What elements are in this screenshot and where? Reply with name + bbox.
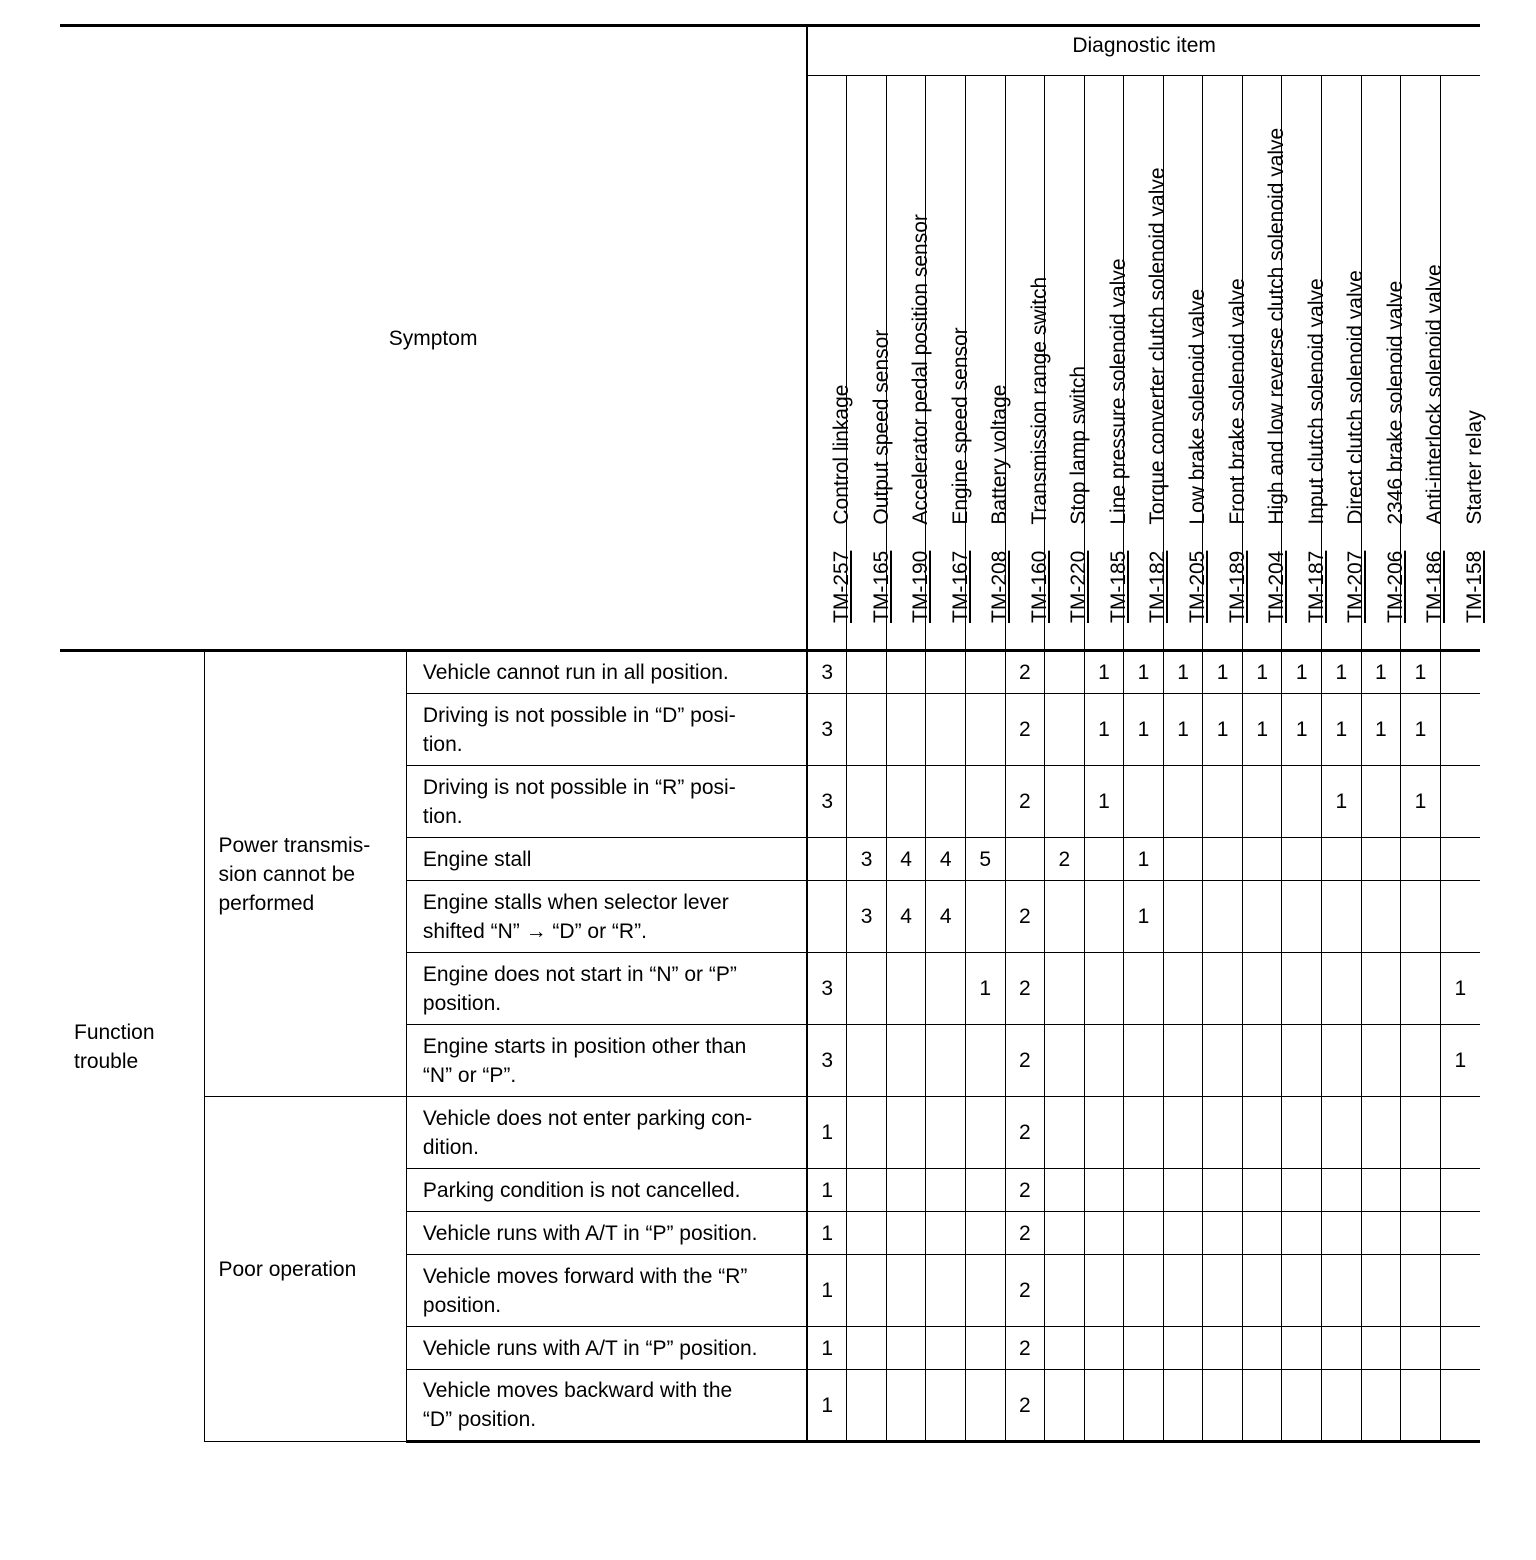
priority-cell [1163,766,1203,838]
symptom-header: Symptom [60,26,807,651]
reference-link[interactable]: TM-207 [1344,550,1368,623]
priority-cell: 1 [965,953,1005,1025]
priority-cell [1124,1370,1164,1442]
priority-cell [1163,1097,1203,1169]
diagnostic-table [60,24,1487,1443]
priority-cell: 3 [807,953,847,1025]
priority-cell [1163,953,1203,1025]
priority-cell [1084,1169,1124,1212]
priority-cell [847,1370,887,1442]
priority-cell [1203,953,1243,1025]
reference-link[interactable]: TM-186 [1423,550,1447,623]
priority-cell [1361,838,1401,881]
diagnostic-item-name: Front brake solenoid valve [1225,278,1249,525]
symptom-cell: Parking condition is not cancelled. [406,1169,807,1212]
priority-cell [965,766,1005,838]
priority-cell [847,953,887,1025]
priority-cell: 1 [807,1212,847,1255]
priority-cell [1084,1327,1124,1370]
priority-cell: 1 [1163,651,1203,694]
priority-cell [926,1370,966,1442]
reference-link[interactable]: TM-160 [1027,550,1051,623]
priority-cell [1242,953,1282,1025]
priority-cell [886,1025,926,1097]
diagnostic-item-name: Direct clutch solenoid valve [1344,270,1368,525]
diagnostic-item-name: Torque converter clutch solenoid valve [1146,167,1170,525]
reference-link[interactable]: TM-185 [1106,550,1130,623]
diagnostic-item-name: Low brake solenoid valve [1186,288,1210,525]
priority-cell [1401,953,1441,1025]
priority-cell: 2 [1005,1370,1045,1442]
diagnostic-column-16 [1440,76,1487,651]
priority-cell: 1 [1401,694,1441,766]
priority-cell: 1 [807,1169,847,1212]
priority-cell: 1 [1361,651,1401,694]
reference-link[interactable]: TM-205 [1186,550,1210,623]
priority-cell [1440,694,1480,766]
priority-cell [1203,1097,1243,1169]
priority-cell [1440,1255,1480,1327]
diagnostic-item-name: Accelerator pedal position sensor [909,214,933,525]
priority-cell: 2 [1005,1097,1045,1169]
priority-cell: 1 [1322,766,1362,838]
priority-cell [1203,766,1243,838]
priority-cell [1124,953,1164,1025]
priority-cell [1203,1169,1243,1212]
symptom-cell: Vehicle runs with A/T in “P” position. [406,1327,807,1370]
priority-cell [1440,766,1480,838]
priority-cell [1282,1097,1322,1169]
priority-cell: 1 [1124,651,1164,694]
priority-cell [1282,1255,1322,1327]
priority-cell: 5 [965,838,1005,881]
reference-link[interactable]: TM-187 [1304,550,1328,623]
reference-link[interactable]: TM-167 [948,550,972,623]
priority-cell [1322,953,1362,1025]
diagnostic-column-8 [1124,76,1170,651]
priority-cell [1124,1097,1164,1169]
priority-cell: 2 [1005,1212,1045,1255]
priority-cell: 2 [1005,1169,1045,1212]
priority-cell: 1 [807,1255,847,1327]
diagnostic-item-name: Engine speed sensor [948,327,972,525]
priority-cell [1124,1169,1164,1212]
priority-cell: 3 [847,838,887,881]
diagnostic-item-name: Anti-interlock solenoid valve [1423,264,1447,525]
reference-link[interactable]: TM-206 [1383,550,1407,623]
priority-cell [965,1169,1005,1212]
priority-cell [886,1169,926,1212]
priority-cell: 1 [1282,694,1322,766]
priority-cell: 4 [926,838,966,881]
priority-cell [1163,1025,1203,1097]
symptom-cell: Driving is not possible in “R” posi- tion. [406,766,807,838]
priority-cell [1163,1212,1203,1255]
diagnostic-column-5 [1005,76,1051,651]
priority-cell [1084,1212,1124,1255]
reference-link[interactable]: TM-189 [1225,550,1249,623]
priority-cell [1440,838,1480,881]
priority-cell [926,766,966,838]
priority-cell [1163,1327,1203,1370]
diagnostic-column-10 [1203,76,1249,651]
diagnostic-item-name: Starter relay [1463,410,1487,525]
priority-cell [1163,1169,1203,1212]
priority-cell [1045,651,1085,694]
priority-cell [1361,1255,1401,1327]
priority-cell [965,1097,1005,1169]
priority-cell: 2 [1045,838,1085,881]
reference-link[interactable]: TM-220 [1067,550,1091,623]
priority-cell [965,881,1005,953]
symptom-cell: Engine starts in position other than “N” or “P”. [406,1025,807,1097]
priority-cell [1124,1212,1164,1255]
priority-cell [1084,1025,1124,1097]
priority-cell [847,1097,887,1169]
priority-cell [1084,881,1124,953]
priority-cell: 2 [1005,651,1045,694]
priority-cell [1282,838,1322,881]
priority-cell [965,1327,1005,1370]
priority-cell: 1 [1203,651,1243,694]
priority-cell [1045,953,1085,1025]
priority-cell [886,694,926,766]
priority-cell [807,838,847,881]
priority-cell: 1 [1440,1025,1480,1097]
priority-cell [1045,766,1085,838]
priority-cell: 1 [1124,838,1164,881]
priority-cell [1440,1327,1480,1370]
priority-cell: 2 [1005,1255,1045,1327]
priority-cell [1242,1255,1282,1327]
priority-cell: 2 [1005,953,1045,1025]
priority-cell: 3 [847,881,887,953]
symptom-cell: Vehicle moves backward with the “D” position. [406,1370,807,1442]
priority-cell: 4 [926,881,966,953]
priority-cell [1084,1255,1124,1327]
priority-cell [1322,1327,1362,1370]
priority-cell [1322,881,1362,953]
priority-cell: 2 [1005,881,1045,953]
priority-cell [926,1212,966,1255]
reference-link[interactable]: TM-208 [988,550,1012,623]
priority-cell [1322,1169,1362,1212]
diagnostic-column-6 [1045,76,1091,651]
diagnostic-item-name: 2346 brake solenoid valve [1383,280,1407,525]
diagnostic-column-0 [807,76,854,651]
priority-cell: 1 [807,1370,847,1442]
diagnostic-item-name: Stop lamp switch [1067,365,1091,525]
priority-cell [1361,1370,1401,1442]
priority-cell [1163,881,1203,953]
priority-cell [847,1255,887,1327]
priority-cell [965,1212,1005,1255]
priority-cell [1045,1097,1085,1169]
priority-cell [1322,1025,1362,1097]
priority-cell [1361,1327,1401,1370]
diagnostic-column-7 [1084,76,1130,651]
priority-cell [1282,881,1322,953]
symptom-cell: Vehicle runs with A/T in “P” position. [406,1212,807,1255]
priority-cell [847,1169,887,1212]
diagnostic-item-name: Input clutch solenoid valve [1304,278,1328,525]
priority-cell [1242,1097,1282,1169]
priority-cell [1045,694,1085,766]
priority-cell [1005,838,1045,881]
priority-cell [1401,1169,1441,1212]
priority-cell [1401,881,1441,953]
priority-cell [965,694,1005,766]
table-row [60,651,1480,694]
priority-cell [1401,838,1441,881]
priority-cell [1361,881,1401,953]
priority-cell [1361,1025,1401,1097]
diagnostic-item-name: High and low reverse clutch solenoid valve [1265,127,1289,525]
priority-cell [886,953,926,1025]
priority-cell [926,1097,966,1169]
symptom-cell: Engine does not start in “N” or “P” position. [406,953,807,1025]
diagnostic-column-3 [926,76,972,651]
reference-link[interactable]: TM-158 [1463,550,1487,623]
priority-cell [1322,1212,1362,1255]
priority-cell: 2 [1005,766,1045,838]
diagnostic-item-name: Output speed sensor [869,329,893,525]
priority-cell [1282,1169,1322,1212]
reference-link[interactable]: TM-204 [1265,550,1289,623]
diagnostic-column-1 [847,76,893,651]
diagnostic-item-name: Transmission range switch [1027,276,1051,525]
priority-cell [1322,838,1362,881]
priority-cell: 1 [1203,694,1243,766]
diagnostic-item-name: Line pressure solenoid valve [1106,258,1130,525]
priority-cell [1440,1212,1480,1255]
diagnostic-column-4 [965,76,1012,651]
priority-cell [1163,1255,1203,1327]
priority-cell [1242,1169,1282,1212]
priority-cell [926,651,966,694]
priority-cell [1084,1370,1124,1442]
priority-cell [1322,1370,1362,1442]
priority-cell [847,1025,887,1097]
priority-cell [1242,838,1282,881]
symptom-cell: Vehicle does not enter parking con- dition. [406,1097,807,1169]
priority-cell [1124,1025,1164,1097]
table-row [60,1097,1480,1169]
priority-cell [1282,1212,1322,1255]
priority-cell [926,1327,966,1370]
priority-cell: 1 [1242,651,1282,694]
priority-cell [926,953,966,1025]
diagnostic-column-9 [1163,76,1210,651]
priority-cell [886,1097,926,1169]
priority-cell [1401,1212,1441,1255]
priority-cell [886,1255,926,1327]
priority-cell: 1 [1084,694,1124,766]
priority-cell [847,651,887,694]
priority-cell [965,651,1005,694]
priority-cell: 1 [1401,766,1441,838]
priority-cell: 2 [1005,1327,1045,1370]
symptom-cell: Engine stall [406,838,807,881]
priority-cell [886,651,926,694]
priority-cell [1440,1097,1480,1169]
priority-cell: 3 [807,651,847,694]
priority-cell [1045,1255,1085,1327]
priority-cell [1401,1097,1441,1169]
priority-cell [1282,953,1322,1025]
priority-cell: 1 [1282,651,1322,694]
priority-cell [1084,1097,1124,1169]
priority-cell [1440,651,1480,694]
priority-cell [1282,1025,1322,1097]
priority-cell [847,1327,887,1370]
diagnostic-item-header: Diagnostic item [807,26,1480,76]
diagnostic-column-12 [1282,76,1328,651]
priority-cell [1084,953,1124,1025]
diagnostic-item-name: Battery voltage [988,384,1012,525]
priority-cell [1401,1370,1441,1442]
priority-cell: 1 [1124,694,1164,766]
priority-cell: 1 [1322,694,1362,766]
priority-cell [1242,1327,1282,1370]
symptom-cell: Vehicle cannot run in all position. [406,651,807,694]
priority-cell [965,1255,1005,1327]
priority-cell: 3 [807,694,847,766]
header-row-top [60,26,1480,76]
priority-cell [1242,1025,1282,1097]
reference-link[interactable]: TM-182 [1146,550,1170,623]
priority-cell [1124,1327,1164,1370]
priority-cell [1203,1327,1243,1370]
diagnostic-column-13 [1322,76,1368,651]
diagnostic-column-2 [886,76,933,651]
priority-cell: 1 [1242,694,1282,766]
priority-cell [926,1255,966,1327]
priority-cell: 1 [1361,694,1401,766]
priority-cell: 2 [1005,1025,1045,1097]
symptom-cell: Vehicle moves forward with the “R” position. [406,1255,807,1327]
priority-cell [1282,1327,1322,1370]
symptom-group-cell: Poor operation [204,1097,406,1442]
priority-cell: 1 [1084,766,1124,838]
priority-cell [1401,1255,1441,1327]
priority-cell: 1 [1084,651,1124,694]
priority-cell [847,766,887,838]
priority-cell [1045,1370,1085,1442]
priority-cell: 1 [1440,953,1480,1025]
priority-cell [1361,1169,1401,1212]
priority-cell [886,1212,926,1255]
priority-cell [1045,1025,1085,1097]
priority-cell [1203,1370,1243,1442]
priority-cell [1361,1097,1401,1169]
priority-cell [847,1212,887,1255]
priority-cell [1163,1370,1203,1442]
priority-cell [965,1025,1005,1097]
priority-cell: 1 [1124,881,1164,953]
reference-link[interactable]: TM-257 [830,550,854,623]
priority-cell [965,1370,1005,1442]
category-cell: Function trouble [60,651,204,1442]
priority-cell: 1 [1401,651,1441,694]
priority-cell [1084,838,1124,881]
priority-cell: 4 [886,881,926,953]
priority-cell [1203,1025,1243,1097]
priority-cell [1203,1255,1243,1327]
priority-cell [1045,1169,1085,1212]
priority-cell [1242,1370,1282,1442]
priority-cell [807,881,847,953]
priority-cell [926,1169,966,1212]
priority-cell [1242,766,1282,838]
priority-cell: 1 [807,1097,847,1169]
priority-cell [1242,881,1282,953]
reference-link[interactable]: TM-190 [909,550,933,623]
priority-cell: 3 [807,1025,847,1097]
symptom-cell: Engine stalls when selector lever shifted “N” → “D” or “R”. [406,881,807,953]
priority-cell [1440,881,1480,953]
priority-cell [886,766,926,838]
priority-cell [1124,1255,1164,1327]
symptom-cell: Driving is not possible in “D” posi- tion. [406,694,807,766]
priority-cell [1440,1169,1480,1212]
priority-cell: 1 [807,1327,847,1370]
priority-cell [1282,766,1322,838]
priority-cell [1322,1255,1362,1327]
priority-cell [1401,1025,1441,1097]
priority-cell [1203,1212,1243,1255]
priority-cell [1203,838,1243,881]
priority-cell [1322,1097,1362,1169]
priority-cell [1440,1370,1480,1442]
priority-cell [1045,1212,1085,1255]
priority-cell [1361,953,1401,1025]
priority-cell: 3 [807,766,847,838]
priority-cell: 4 [886,838,926,881]
reference-link[interactable]: TM-165 [869,550,893,623]
priority-cell [847,694,887,766]
priority-cell [886,1370,926,1442]
priority-cell [1401,1327,1441,1370]
priority-cell [886,1327,926,1370]
priority-cell: 1 [1322,651,1362,694]
priority-cell [1124,766,1164,838]
priority-cell [1282,1370,1322,1442]
diagnostic-column-14 [1361,76,1407,651]
priority-cell [926,1025,966,1097]
priority-cell [1045,881,1085,953]
priority-cell [1361,1212,1401,1255]
priority-cell [1242,1212,1282,1255]
priority-cell: 1 [1163,694,1203,766]
diagnostic-column-11 [1242,76,1289,651]
priority-cell [1361,766,1401,838]
priority-cell: 2 [1005,694,1045,766]
priority-cell [1045,1327,1085,1370]
diagnostic-column-15 [1401,76,1447,651]
priority-cell [926,694,966,766]
priority-cell [1203,881,1243,953]
priority-cell [1163,838,1203,881]
symptom-group-cell: Power transmis- sion cannot be performed [204,651,406,1097]
diagnostic-item-name: Control linkage [830,384,854,525]
